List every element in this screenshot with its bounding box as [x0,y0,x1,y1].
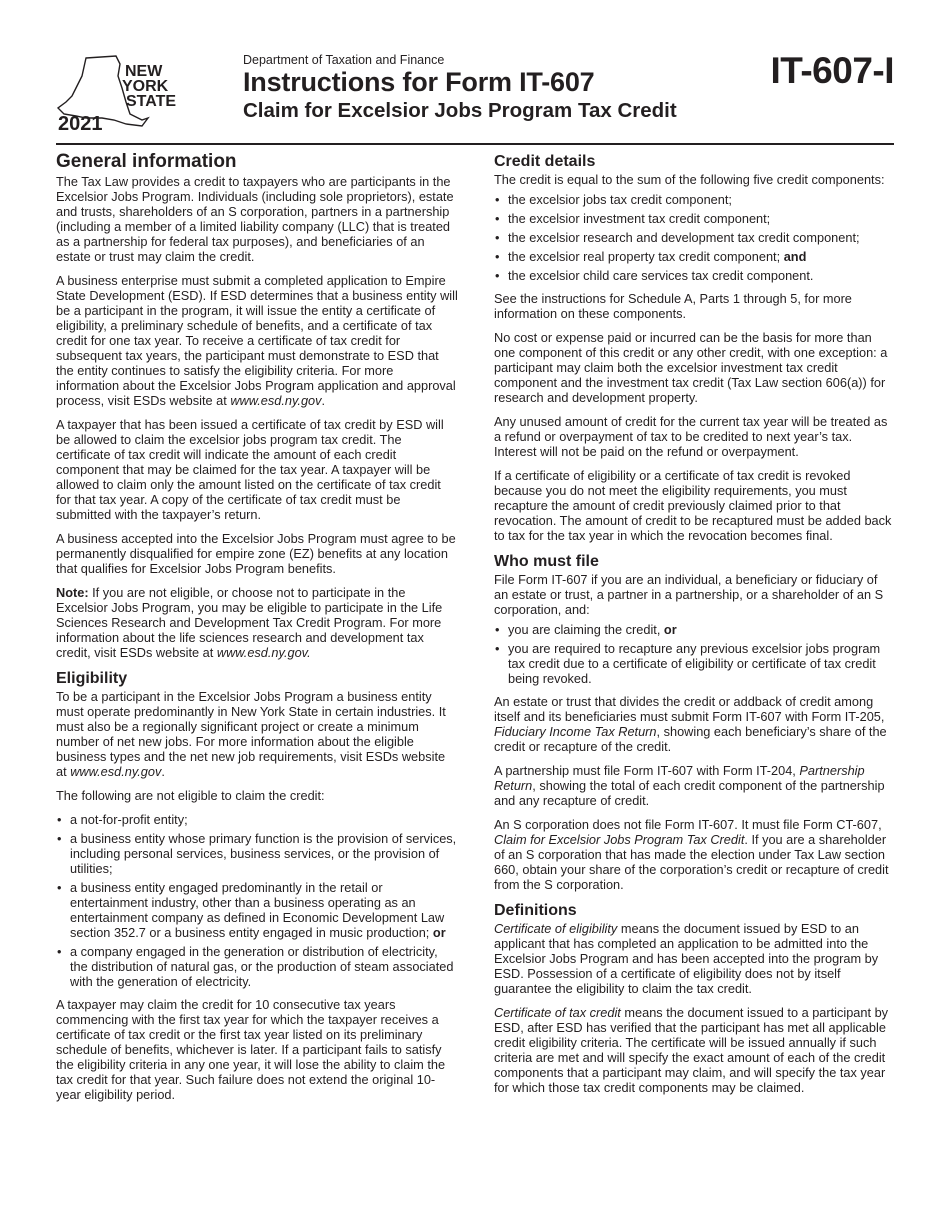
credit-paragraph: Any unused amount of credit for the current tax year will be treated as a refund or overpayment of tax to be credited to next year’s tax. Interest will not be paid on the refund or overpayment. [494,414,888,459]
eligibility-paragraph: To be a participant in the Excelsior Jobs Program a business entity must operate predominantly in New York State in certain industries. It must also be a regionally significant project or create a minimum number of net new jobs. For more information about the eligible business types and the net new job requirements, visit ESDs website at www.esd.ny.gov. [56,689,446,779]
who-paragraph: An S corporation does not file Form IT-607. It must file Form CT-607, Claim for Excelsior Jobs Program Tax Credit. If you are a shareholder of an S corporation that has made the election under Tax Law section 660, obtain your share of the corporation’s credit or recapture of credit from the S corporation. [494,817,889,892]
form-id: IT-607-I [770,50,894,91]
list-item: • a company engaged in the generation or distribution of electricity, the distribution of natural gas, or the production of steam associated with the generation of electricity. [56,944,458,989]
who-paragraph: A partnership must file Form IT-607 with Form IT-204, Partnership Return, showing the total of each credit component of the partnership and any recapture of credit. [494,763,885,808]
page-title: Instructions for Form IT-607 [243,67,595,97]
esd-website-link[interactable]: www.esd.ny.gov [70,764,162,779]
list-item: • a not-for-profit entity; [56,812,458,827]
esd-website-link[interactable]: www.esd.ny.gov. [216,645,311,660]
esd-website-link[interactable]: www.esd.ny.gov [230,393,322,408]
credit-paragraph: See the instructions for Schedule A, Parts 1 through 5, for more information on these components. [494,291,852,321]
who-must-file-list [494,622,894,686]
credit-paragraph: If a certificate of eligibility or a certificate of tax credit is revoked because you do not meet the eligibility requirements, you must recapture the amount of credit previously claimed prior to that revocation. The amount of credit to be recaptured must be added back to tax for the tax year in which the revocation becomes final. [494,468,892,543]
definition-paragraph: Certificate of tax credit means the document issued to a participant by ESD, after ESD has verified that the participant has met all applicable credit eligibility criteria. The certificate will be issued annually if such criteria are met and will specify the exact amount of each of the credit components that a participant may claim, and will specify the tax year for which those tax credit components may be claimed. [494,1005,889,1095]
general-paragraph: The Tax Law provides a credit to taxpayers who are participants in the Excelsior Jobs Program. Individuals (including sole proprietors), estate and trusts, shareholders of an S corporation, partners in a partnership (including a member of a limited liability company (LLC) that is treated as a partnership for federal tax purposes), and beneficiaries of an estate or trust may claim the credit. [56,174,454,264]
who-must-file-heading: Who must file [494,553,599,570]
logo-year: 2021 [58,113,103,132]
credit-paragraph: The credit is equal to the sum of the following five credit components: [494,172,885,187]
new-york-state-logo [56,54,186,132]
logo-line2: YORK [122,78,169,95]
list-item: • you are required to recapture any previous excelsior jobs program tax credit due to a certificate of eligibility or certificate of tax credit being revoked. [494,641,894,686]
header-divider [56,143,894,145]
definitions-heading: Definitions [494,902,577,919]
logo-line3: STATE [126,93,177,110]
credit-details-heading: Credit details [494,153,596,170]
list-item: • the excelsior real property tax credit component; and [494,249,894,264]
eligibility-paragraph: A taxpayer may claim the credit for 10 consecutive tax years commencing with the first tax year for which the taxpayer receives a certificate of tax credit or the first tax year listed on its preliminary schedule of benefits, whichever is later. If a participant fails to satisfy the eligibility criteria in any one year, it will lose the ability to claim the tax credit for that year. Such failure does not extend the original 10-year eligibility period. [56,997,446,1102]
logo-line1: NEW [125,63,163,80]
general-heading: General information [56,151,237,172]
list-item: • the excelsior jobs tax credit component; [494,192,894,207]
definition-term: Certificate of tax credit [494,1005,621,1020]
definition-term: Certificate of eligibility [494,921,618,936]
who-paragraph: File Form IT-607 if you are an individual, a beneficiary or fiduciary of an estate or trust, a partner in a partnership, or a shareholder of an S corporation, and: [494,572,884,617]
eligibility-heading: Eligibility [56,670,128,687]
ineligible-list [56,812,458,989]
general-paragraph: A taxpayer that has been issued a certificate of tax credit by ESD will be allowed to claim the excelsior jobs program tax credit. The certificate of tax credit will indicate the amount of each credit component that may be claimed for the tax year. A taxpayer will be allowed to claim only the amount listed on the certificate of tax credit for that tax year. A copy of the certificate of tax credit must be submitted with the taxpayer’s return. [56,417,444,522]
list-item: • a business entity engaged predominantly in the retail or entertainment industry, other than a business operating as an entertainment company as defined in Economic Development Law section 352.7 or a business entity engaged in music production; or [56,880,458,940]
list-item: • the excelsior child care services tax credit component. [494,268,894,283]
general-paragraph: A business accepted into the Excelsior Jobs Program must agree to be permanently disqualified for empire zone (EZ) benefits at any location that qualifies for Excelsior Jobs Program benefits. [56,531,456,576]
credit-components-list [494,192,894,283]
page-subtitle: Claim for Excelsior Jobs Program Tax Credit [243,99,677,122]
who-paragraph: An estate or trust that divides the credit or addback of credit among itself and its beneficiaries must submit Form IT-607 with Form IT-205, Fiduciary Income Tax Return, showing each beneficiary’s share of the credit or recapture of the credit. [494,694,887,754]
department-name: Department of Taxation and Finance [243,53,445,67]
list-item: • the excelsior investment tax credit component; [494,211,894,226]
credit-paragraph: No cost or expense paid or incurred can be the basis for more than one component of this credit or any other credit, with one exception: a participant may claim both the excelsior investment tax credit component and the investment tax credit (Tax Law section 606(a)) for research and development property. [494,330,888,405]
general-paragraph: A business enterprise must submit a completed application to Empire State Development (ESD). If ESD determines that a business entity will be a participant in the program, it will issue the entity a certificate of eligibility, a preliminary schedule of benefits, and a certificate of tax credit for one tax year. To receive a certificate of tax credit for subsequent tax years, the participant must demonstrate to ESD that the entity continues to satisfy the eligibility criteria. For more information about the Excelsior Jobs Program application and approval process, visit ESDs website at www.esd.ny.gov. [56,273,458,408]
list-item: • you are claiming the credit, or [494,622,894,637]
note-label: Note: [56,585,89,600]
left-column [56,150,458,1111]
definition-paragraph: Certificate of eligibility means the document issued by ESD to an applicant that has completed an application to be admitted into the Excelsior Jobs Program and has been accepted into the program by ESD. Possession of a certificate of eligibility does not by itself guarantee the eligibility to claim the tax credit. [494,921,879,996]
list-item: • the excelsior research and development tax credit component; [494,230,894,245]
note-paragraph: Note: If you are not eligible, or choose not to participate in the Excelsior Jobs Program, you may be eligible to participate in the Life Sciences Research and Development Tax Credit Program. For more information about the life sciences research and development tax credit, visit ESDs website at www.esd.ny.gov. [56,585,443,660]
right-column [494,150,894,1104]
eligibility-paragraph: The following are not eligible to claim the credit: [56,788,325,803]
list-item: • a business entity whose primary function is the provision of services, including personal services, business services, or the provision of utilities; [56,831,458,876]
